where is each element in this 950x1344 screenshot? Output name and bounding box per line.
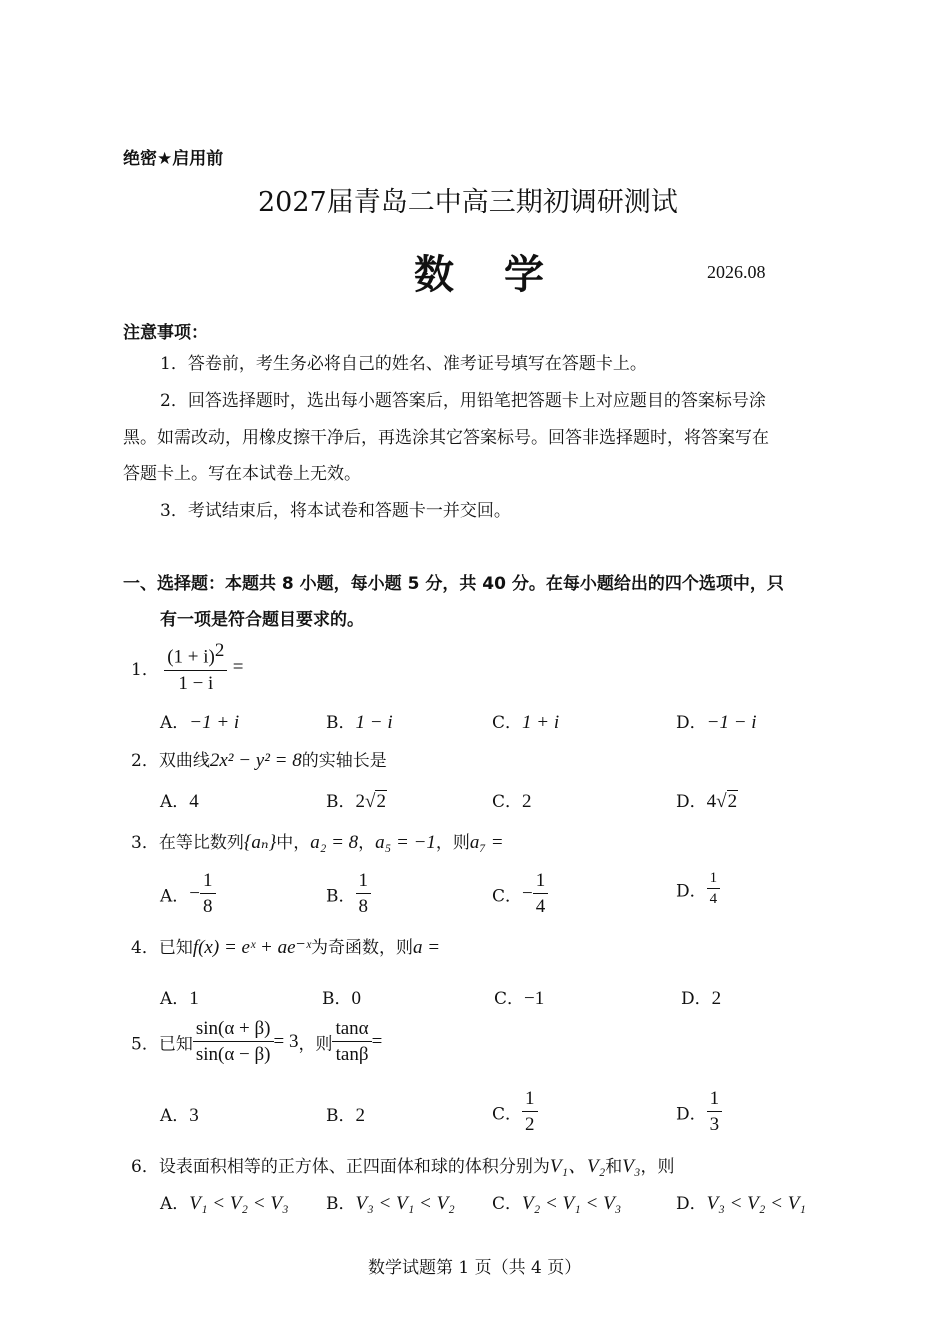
math-expression: 2x² − y² = 8: [209, 750, 302, 771]
equals-value: = 3: [273, 1031, 299, 1052]
question-5: [131, 1018, 382, 1066]
q4-option-c: [494, 984, 544, 1010]
exponent: 2: [214, 640, 225, 661]
option-label: B．: [322, 989, 352, 1009]
numerator: 1: [709, 870, 718, 886]
q4-option-a: [160, 984, 199, 1010]
option-label: A．: [160, 713, 190, 733]
punctuation: ，: [358, 833, 376, 853]
numerator: 1: [358, 870, 368, 891]
denominator: tanβ: [332, 1041, 371, 1066]
q5-option-b: [326, 1101, 365, 1127]
coefficient: 2: [355, 791, 365, 812]
option-label: D．: [676, 1104, 707, 1125]
option-label: B．: [326, 713, 356, 733]
numerator: sin(α + β): [195, 1018, 271, 1039]
q4-option-d: [681, 984, 721, 1010]
denominator: 2: [522, 1111, 538, 1136]
option-label: A．: [160, 1194, 190, 1214]
question-text: 双曲线: [158, 751, 210, 771]
question-4: [131, 933, 440, 959]
option-text: 4: [189, 791, 199, 812]
fraction: [707, 870, 721, 908]
option-label: C．: [492, 1194, 523, 1214]
option-text: 3: [189, 1105, 199, 1126]
q2-option-c: [492, 787, 532, 813]
fraction: [164, 640, 227, 695]
note-item-2-cont: 黑。如需改动，用橡皮擦干净后，再选涂其它答案标号。回答非选择题时，将答案写在: [123, 428, 769, 448]
option-text: −1 − i: [706, 712, 757, 733]
math-expression: V₁、V₂: [549, 1156, 606, 1177]
question-text: 的实轴长是: [301, 751, 387, 771]
q3-option-c: [492, 870, 548, 918]
option-label: B．: [326, 792, 356, 812]
fraction: [200, 870, 216, 918]
option-text: −1 + i: [189, 712, 240, 733]
note-item-3: 3．考试结束后，将本试卷和答题卡一并交回。: [160, 501, 511, 521]
question-text: 和: [605, 1157, 623, 1177]
q1-option-c: [492, 708, 559, 734]
sign: −: [189, 883, 200, 904]
equals-sign: =: [371, 1031, 383, 1052]
question-6: [131, 1151, 674, 1178]
section-heading-cont: 有一项是符合题目要求的。: [160, 610, 364, 630]
question-3: [131, 828, 504, 854]
option-label: D．: [676, 881, 707, 902]
denominator: 4: [533, 893, 549, 918]
question-text: ，则: [640, 1157, 675, 1177]
q4-option-b: [322, 984, 361, 1010]
coefficient: 4: [706, 791, 717, 812]
denominator: 8: [200, 893, 216, 918]
question-text: ，则: [298, 1034, 333, 1055]
radicand: 2: [376, 791, 386, 812]
option-text: 0: [351, 988, 361, 1009]
question-text: 为奇函数，则: [310, 938, 413, 958]
option-label: A．: [160, 792, 190, 812]
option-label: D．: [676, 713, 707, 733]
option-label: D．: [681, 989, 712, 1009]
exam-title: 2027届青岛二中高三期初调研测试: [258, 187, 678, 218]
math-expression: V₃: [622, 1156, 641, 1177]
q2-option-d: [676, 787, 738, 813]
option-text: 1 + i: [522, 712, 560, 733]
sqrt-sign: √: [365, 791, 376, 812]
q6-option-c: [492, 1189, 621, 1215]
sqrt-sign: √: [716, 791, 727, 812]
math-expression: a₂ = 8: [310, 832, 359, 853]
option-label: B．: [326, 1106, 356, 1126]
fraction: [193, 1018, 274, 1066]
q5-option-c: [492, 1088, 538, 1136]
sign: −: [522, 883, 533, 904]
denominator: 1 − i: [164, 670, 227, 695]
numerator: 1: [709, 1088, 720, 1109]
equals-sign: =: [232, 656, 244, 678]
math-expression: a =: [412, 937, 441, 958]
q2-option-a: [160, 787, 199, 813]
q3-option-d: [676, 870, 720, 908]
note-item-1: 1．答卷前，考生务必将自己的姓名、准考证号填写在答题卡上。: [160, 354, 647, 374]
option-text: 2: [711, 988, 722, 1009]
option-text: V₁ < V₂ < V₃: [189, 1193, 289, 1214]
q5-option-d: [676, 1088, 722, 1136]
q6-option-d: [676, 1189, 806, 1215]
q3-option-b: [326, 870, 371, 918]
option-text: 2: [355, 1105, 365, 1126]
question-number: 6．: [131, 1157, 159, 1177]
section-heading: 一、选择题：本题共 8 小题，每小题 5 分，共 40 分。在每小题给出的四个选项中，只: [123, 574, 784, 594]
fraction: [356, 870, 372, 918]
denominator: 4: [707, 888, 721, 908]
option-label: C．: [492, 1104, 523, 1125]
notes-title: 注意事项：: [123, 323, 208, 343]
question-number: 1．: [131, 659, 159, 680]
option-text: V₃ < V₁ < V₂: [355, 1193, 455, 1214]
math-expression: a₅ = −1: [375, 832, 436, 853]
option-label: C．: [492, 713, 523, 733]
q1-option-b: [326, 708, 393, 734]
question-text: 已知: [158, 938, 193, 958]
option-text: V₃ < V₂ < V₁: [706, 1193, 806, 1214]
fraction: [707, 1088, 723, 1136]
option-text: 1 − i: [355, 712, 393, 733]
option-label: A．: [160, 886, 190, 907]
option-text: V₂ < V₁ < V₃: [522, 1193, 622, 1214]
option-text: −1: [524, 988, 545, 1009]
numerator: 1: [525, 1088, 535, 1109]
q1-option-a: [160, 708, 239, 734]
option-label: A．: [160, 989, 190, 1009]
option-text: 1: [189, 988, 199, 1009]
fraction: [332, 1018, 371, 1066]
numerator: 1: [535, 870, 546, 891]
q5-option-a: [160, 1101, 199, 1127]
option-label: C．: [494, 989, 525, 1009]
option-label: A．: [160, 1106, 190, 1126]
q2-option-b: [326, 787, 387, 813]
denominator: 8: [356, 893, 372, 918]
question-text: 设表面积相等的正方体、正四面体和球的体积分别为: [158, 1157, 550, 1177]
exam-date: 2026.08: [707, 262, 766, 282]
question-text: 已知: [158, 1034, 193, 1055]
option-label: B．: [326, 886, 356, 907]
question-1: [131, 640, 244, 695]
question-number: 2．: [131, 751, 159, 771]
math-expression: f(x) = eˣ + ae⁻ˣ: [192, 937, 311, 958]
numerator: tanα: [335, 1018, 369, 1039]
option-label: C．: [492, 792, 523, 812]
fraction: [522, 1088, 538, 1136]
question-text: 中，: [276, 833, 311, 853]
note-item-2: 2．回答选择题时，选出每小题答案后，用铅笔把答题卡上对应题目的答案标号涂: [160, 391, 766, 411]
option-label: D．: [676, 1194, 707, 1214]
option-text: 2: [522, 791, 532, 812]
numerator: (1 + i): [167, 646, 215, 668]
question-number: 3．: [131, 833, 159, 853]
question-text: 在等比数列: [158, 833, 244, 853]
secret-label: 绝密★启用前: [123, 149, 224, 169]
q3-option-a: [160, 870, 216, 918]
fraction: [533, 870, 549, 918]
option-label: D．: [676, 792, 707, 812]
question-number: 5．: [131, 1034, 159, 1055]
math-expression: a₇ =: [469, 832, 504, 853]
denominator: sin(α − β): [193, 1041, 274, 1066]
subject-title: 数学: [414, 252, 594, 298]
q6-option-b: [326, 1189, 455, 1215]
note-item-2-end: 答题卡上。写在本试卷上无效。: [123, 464, 361, 484]
math-expression: {aₙ}: [243, 832, 277, 853]
radicand: 2: [727, 791, 738, 812]
option-label: C．: [492, 886, 523, 907]
question-text: ，则: [435, 833, 470, 853]
q1-option-d: [676, 708, 757, 734]
option-label: B．: [326, 1194, 356, 1214]
numerator: 1: [203, 870, 213, 891]
question-2: [131, 746, 387, 772]
question-number: 4．: [131, 938, 159, 958]
page-footer: 数学试题第 1 页（共 4 页）: [368, 1258, 582, 1278]
denominator: 3: [707, 1111, 723, 1136]
q6-option-a: [160, 1189, 289, 1215]
